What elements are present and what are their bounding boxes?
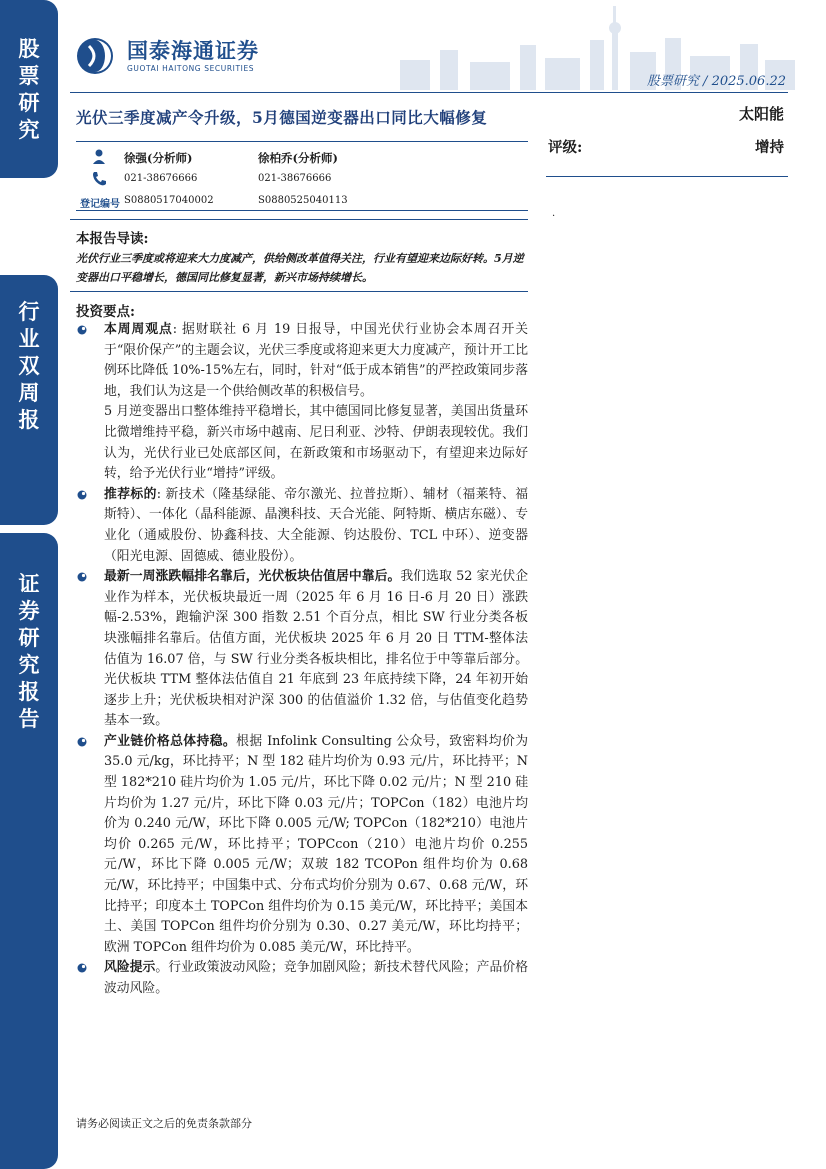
registration-label: 登记编号 — [80, 199, 120, 210]
bullet-icon — [76, 489, 88, 501]
point-body: : 据财联社 6 月 19 日报导，中国光伏行业协会本周召开关于“限价保产”的主题会议，光伏三季度或将迎来更大力度减产，预计开工比例环比降低 10%-15%左右，同时，针对“低于成本销售”的严控政策同步落地，我们认为这是一个供给侧改革的积极信号。 — [104, 322, 529, 399]
guide-top-rule — [70, 219, 528, 220]
guide-bottom-rule — [70, 291, 528, 292]
point-recommended — [76, 485, 528, 567]
logo-name-cn: 国泰海通证券 — [127, 39, 259, 63]
side-tab-stock-research: 股票研究 — [0, 0, 58, 178]
report-date: 2025.06.22 — [711, 74, 786, 89]
analyst-2-name: 徐柏乔(分析师) — [258, 151, 338, 165]
point-body: 根据 Infolink Consulting 公众号，致密料均价为 35.0 元/kg，环比持平；N 型 182 硅片均价为 0.93 元/片，环比持平；N 型 182*210 硅片均价为 1.05 元/片，环比下降 0.02 元/片；N 型 210 硅片均价为 1.27 元/片，环比下降 0.03 元/片；TOPCon（182）电池片均价为 0.240 元/W，环比下降 0.005 元/W; TOPCon（182*210）电池片均价 0.265 元/W，环比持平；TOPCcon（210）电池片均价 0.255 元/W，环比下降 0.005 元/W；双玻 182 TCOPon 组件均价为 0.68 元/W，环比持平；中国集中式、分布式均价分别为 0.67、0.68 元/W，环比持平；印度本土 TOPCon 组件均价为 0.15 美元/W，环比持平；美国本土、美国 TOPCon 组件均价分别为 0.30、0.27 美元/W，环比均持平；欧洲 TOPCon 组件均价为 0.085 美元/W，环比持平。 — [104, 733, 529, 955]
stray-dot: . — [552, 208, 556, 219]
company-logo — [75, 36, 259, 76]
rating-label: 评级: — [548, 139, 583, 156]
side-tab-bar — [0, 0, 58, 1169]
point-body: 。行业政策波动风险；竞争加剧风险；新技术替代风险；产品价格波动风险。 — [104, 960, 529, 996]
guide-text: 光伏行业三季度或将迎来大力度减产，供给侧改革值得关注，行业有望迎来边际好转。5月逆变器出口平稳增长，德国同比修复显著，新兴市场持续增长。 — [76, 252, 524, 284]
point-head: 最新一周涨跌幅排名靠后，光伏板块估值居中靠后。 — [104, 569, 401, 585]
point-weekly-view — [76, 320, 528, 485]
guide-title: 本报告导读: — [76, 231, 149, 247]
report-type-date: 股票研究 / 2025.06.22 — [646, 74, 786, 89]
point-head: 产业链价格总体持稳。 — [104, 733, 237, 749]
analyst-1-reg: S0880517040002 — [124, 195, 214, 206]
logo-name-en: GUOTAI HAITONG SECURITIES — [127, 64, 255, 73]
analyst-1-phone: 021-38676666 — [124, 173, 198, 184]
side-tab-research-report: 证券研究报告 — [0, 533, 58, 1169]
bullet-icon — [76, 962, 88, 974]
point-head: 推荐标的 — [104, 486, 157, 502]
point-head: 本周周观点 — [104, 322, 173, 337]
person-phone-icon — [90, 148, 108, 166]
rating-value: 增持 — [755, 139, 784, 156]
point-risk — [76, 958, 528, 999]
header-divider — [70, 92, 788, 93]
bullet-icon — [76, 736, 88, 748]
investment-points-list — [76, 320, 528, 1000]
analyst-2-phone: 021-38676666 — [258, 173, 332, 184]
side-tab-biweekly: 行业双周报 — [0, 275, 58, 525]
bullet-icon — [76, 324, 88, 336]
investment-points-title: 投资要点: — [76, 304, 135, 320]
bullet-icon — [76, 571, 88, 583]
telephone-icon — [90, 170, 108, 188]
point-body-2: 5 月逆变器出口整体维持平稳增长，其中德国同比修复显著，美国出货量环比微增维持平稳，新兴市场中越南、尼日利亚、沙特、伊朗表现较优。我们认为，光伏行业已处底部区间，在新政策和市场驱动下，有望迎来边际好转，给予光伏行业“增持”评级。 — [104, 404, 528, 482]
point-head: 风险提示 — [104, 960, 156, 976]
industry-label: 太阳能 — [738, 105, 784, 123]
rating-divider — [546, 176, 788, 177]
point-price-chain — [76, 732, 528, 959]
analyst-1-name: 徐强(分析师) — [124, 151, 193, 165]
analyst-2-reg: S0880525040113 — [258, 195, 348, 206]
point-body: : 新技术（隆基绿能、帝尔激光、拉普拉斯）、辅材（福莱特、福斯特）、一体化（晶科能源、晶澳科技、天合光能、阿特斯、横店东磁）、专业化（通威股份、协鑫科技、大全能源、钧达股份、TCL 中环）、逆变器（阳光电源、固德威、德业股份）。 — [104, 486, 529, 564]
report-type: 股票研究 — [646, 74, 699, 89]
report-title: 光伏三季度减产令升级，5月德国逆变器出口同比大幅修复 — [76, 108, 488, 127]
point-weekly-performance — [76, 567, 528, 732]
point-body: 我们选取 52 家光伏企业作为样本，光伏板块最近一周（2025 年 6 月 16 日-6 月 20 日）涨跌幅-2.53%，跑输沪深 300 指数 2.51 个百分点，相比 SW 行业分类各板块涨幅排名靠后。估值方面，光伏板块 2025 年 6 月 20 日 TTM-整体法估值为 16.07 倍，与 SW 行业分类各板块相比，排名位于中等靠后部分。光伏板块 TTM 整体法估值自 21 年底到 23 年底持续下降，24 年初开始逐步上升；光伏板块相对沪深 300 的估值溢价 1.32 倍，与估值变化趋势基本一致。 — [104, 569, 529, 729]
logo-emblem-icon — [75, 36, 119, 76]
analyst-info-box — [76, 141, 528, 211]
disclaimer-footer: 请务必阅读正文之后的免责条款部分 — [76, 1117, 252, 1130]
